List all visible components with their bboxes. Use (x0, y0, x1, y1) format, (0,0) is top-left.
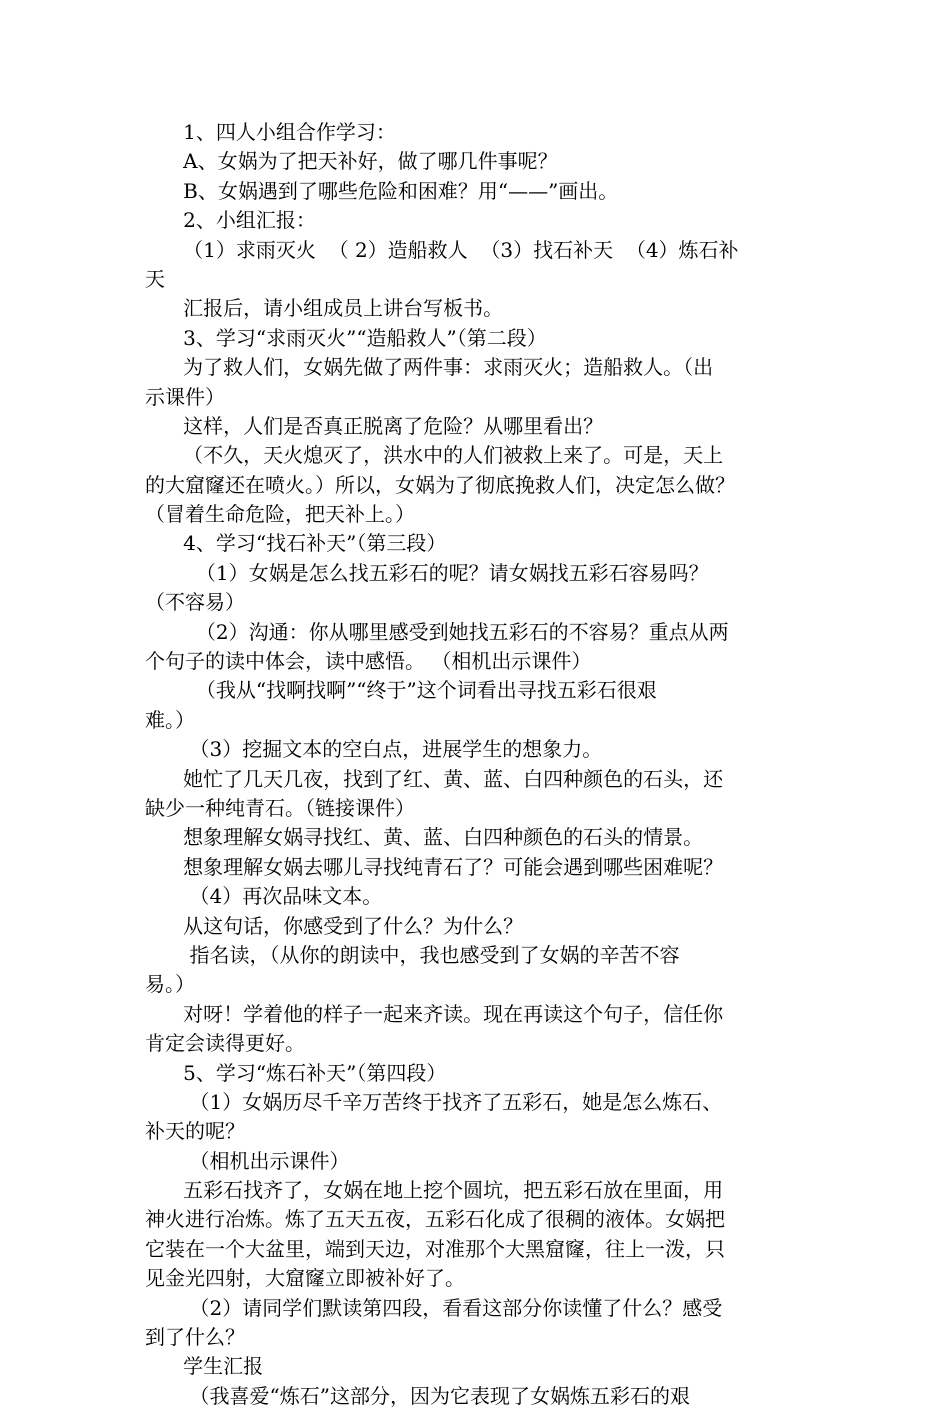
document-body (145, 118, 805, 1411)
text-line: （不久，天火熄灭了，洪水中的人们被救上来了。可是，天上 (145, 443, 724, 468)
text-line: 见金光四射，大窟窿立即被补好了。 (145, 1266, 465, 1291)
text-line: 4、学习“找石补天”（第三段） (145, 531, 447, 556)
text-line: （我从“找啊找啊”“终于”这个词看出寻找五彩石很艰 (145, 678, 657, 703)
text-line: 的大窟窿还在喷火。）所以，女娲为了彻底挽救人们，决定怎么做？ (145, 472, 735, 497)
text-line: （1）求雨灭火 （ 2）造船救人 （3）找石补天 （4）炼石补 (145, 237, 739, 262)
text-line: A、女娲为了把天补好，做了哪几件事呢？ (145, 149, 558, 174)
text-line: 它装在一个大盆里，端到天边，对准那个大黑窟窿，往上一泼，只 (145, 1236, 725, 1261)
text-line: 肯定会读得更好。 (145, 1031, 305, 1056)
text-line: （相机出示课件） (145, 1148, 350, 1173)
text-line: 想象理解女娲去哪儿寻找纯青石了？可能会遇到哪些困难呢？ (145, 854, 724, 879)
text-line: 1、四人小组合作学习： (145, 120, 396, 144)
text-line: 指名读，（从你的朗读中，我也感受到了女娲的辛苦不容 (145, 942, 680, 967)
text-line: 2、小组汇报： (145, 208, 316, 233)
text-line: 天 (145, 266, 165, 291)
text-line: 她忙了几天几夜，找到了红、黄、蓝、白四种颜色的石头，还 (145, 766, 724, 791)
text-line: 汇报后，请小组成员上讲台写板书。 (145, 296, 504, 321)
text-line: 神火进行冶炼。炼了五天五夜，五彩石化成了很稠的液体。女娲把 (145, 1207, 725, 1232)
text-line: （1）女娲历尽千辛万苦终于找齐了五彩石，她是怎么炼石、 (145, 1089, 723, 1114)
text-line: 从这句话，你感受到了什么？为什么？ (145, 913, 524, 938)
text-line: （冒着生命危险，把天补上。） (145, 502, 415, 527)
text-line: 3、学习“求雨灭火”“造船救人”（第二段） (145, 325, 547, 350)
text-line: （不容易） (145, 590, 245, 615)
text-line: 缺少一种纯青石。（链接课件） (145, 795, 415, 820)
text-line: （4）再次品味文本。 (145, 884, 383, 909)
text-line: 示课件） (145, 384, 225, 409)
text-line: 五彩石找齐了，女娲在地上挖个圆坑，把五彩石放在里面，用 (145, 1178, 724, 1203)
text-line: 难。） (145, 707, 195, 732)
text-line: 易。） (145, 972, 195, 997)
text-line: （我喜爱“炼石”这部分，因为它表现了女娲炼五彩石的艰 (145, 1383, 690, 1408)
text-line: 为了救人们，女娲先做了两件事：求雨灭火；造船救人。（出 (145, 355, 714, 380)
text-line: 想象理解女娲寻找红、黄、蓝、白四种颜色的石头的情景。 (145, 825, 704, 850)
text-line: （2）请同学们默读第四段，看看这部分你读懂了什么？感受 (145, 1295, 723, 1320)
text-line: 对呀！学着他的样子一起来齐读。现在再读这个句子，信任你 (145, 1001, 724, 1026)
text-line: （3）挖掘文本的空白点，进展学生的想象力。 (145, 737, 603, 762)
text-line: 到了什么？ (145, 1325, 245, 1350)
text-line: （1）女娲是怎么找五彩石的呢？请女娲找五彩石容易吗？ (145, 560, 709, 585)
text-line: 学生汇报 (145, 1354, 264, 1379)
text-line: （2）沟通：你从哪里感受到她找五彩石的不容易？重点从两 (145, 619, 729, 644)
text-line: 这样，人们是否真正脱离了危险？从哪里看出？ (145, 413, 604, 438)
text-line: 5、学习“炼石补天”（第四段） (145, 1060, 447, 1085)
text-line: 补天的呢？ (145, 1119, 245, 1144)
text-line: B、女娲遇到了哪些危险和困难？用“——”画出。 (145, 178, 619, 203)
text-line: 个句子的读中体会，读中感悟。 （相机出示课件） (145, 649, 592, 674)
